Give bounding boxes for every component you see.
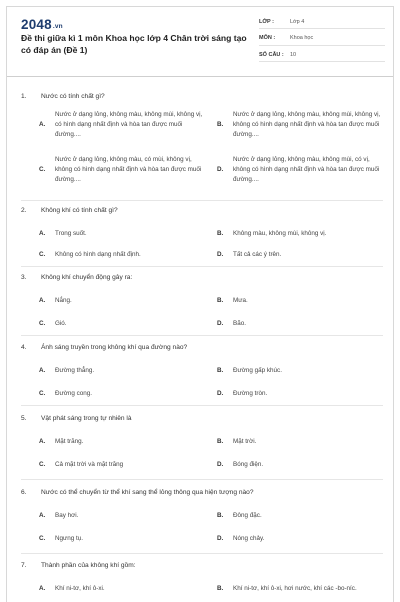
meta-key: LỚP : (259, 18, 274, 25)
question-stem (21, 562, 136, 569)
option-text: Nóng chảy. (233, 535, 265, 542)
question-number: 7. (21, 562, 27, 569)
question-divider (21, 553, 383, 554)
question-number: 2. (21, 207, 27, 214)
question-divider (21, 335, 383, 336)
option-letter: D. (217, 461, 224, 468)
question-text: Nước có thể chuyển từ thể khí sang thể lỏng thông qua hiện tượng nào? (41, 489, 254, 496)
option-d[interactable] (217, 460, 387, 470)
option-letter: C. (39, 461, 46, 468)
option-d[interactable] (217, 250, 387, 260)
option-c[interactable] (39, 155, 209, 184)
option-b[interactable] (217, 437, 387, 447)
question-stem (21, 344, 187, 351)
option-a[interactable] (39, 296, 209, 306)
option-letter: C. (39, 251, 46, 258)
option-text: Mặt trăng. (55, 438, 84, 445)
question-divider (21, 405, 383, 406)
option-text: Khí ni-tơ, khí ô-xi, hơi nước, khí các -bo-níc. (233, 585, 357, 592)
question-divider (21, 479, 383, 480)
option-c[interactable] (39, 389, 209, 399)
meta-key: SỐ CÂU : (259, 51, 284, 58)
option-c[interactable] (39, 319, 209, 329)
option-letter: A. (39, 297, 46, 304)
option-letter: C. (39, 320, 46, 327)
option-text: Nước ở dạng lỏng, không màu, không mùi, không vị, không có hình dạng nhất định và hòa tan được muối đường.... (233, 111, 381, 138)
option-letter: C. (39, 165, 46, 173)
option-c[interactable] (39, 250, 209, 260)
meta-row-subject (259, 32, 385, 46)
option-text: Đông đặc. (233, 512, 262, 519)
option-letter: B. (217, 438, 224, 445)
option-text: Bóng điện. (233, 461, 264, 468)
meta-value: Lớp 4 (290, 18, 305, 25)
option-text: Nắng. (55, 297, 72, 304)
option-text: Không có hình dạng nhất định. (55, 251, 141, 258)
option-text: Nước ở dạng lỏng, không màu, có mùi, không vị, không có hình dạng nhất định và hòa tan được muối đường.... (55, 156, 202, 183)
question-number: 3. (21, 274, 27, 281)
meta-row-count (259, 48, 385, 62)
question-stem (21, 489, 254, 496)
option-letter: B. (217, 585, 224, 592)
question-text: Ánh sáng truyền trong không khí qua đường nào? (41, 344, 188, 351)
option-d[interactable] (217, 319, 387, 329)
option-b[interactable] (217, 511, 387, 521)
question-number: 5. (21, 415, 27, 422)
question-text: Không khí có tính chất gì? (41, 207, 118, 214)
option-text: Mặt trời. (233, 438, 257, 445)
option-letter: A. (39, 230, 46, 237)
meta-key: MÔN : (259, 35, 276, 41)
question-number: 4. (21, 344, 27, 351)
option-text: Cả mặt trời và mặt trăng (55, 461, 124, 468)
site-logo[interactable] (21, 17, 63, 32)
option-letter: A. (39, 438, 46, 445)
option-d[interactable] (217, 389, 387, 399)
option-a[interactable] (39, 511, 209, 521)
option-a[interactable] (39, 229, 209, 239)
option-a[interactable] (39, 584, 209, 594)
option-a[interactable] (39, 437, 209, 447)
option-b[interactable] (217, 296, 387, 306)
option-letter: B. (217, 367, 224, 374)
option-letter: A. (39, 367, 46, 374)
option-letter: A. (39, 585, 46, 592)
option-text: Đường thẳng. (55, 367, 95, 374)
option-text: Đường tròn. (233, 390, 268, 397)
option-letter: D. (217, 251, 224, 258)
question-stem (21, 207, 118, 214)
option-text: Đường cong. (55, 390, 93, 397)
question-divider (21, 266, 383, 267)
option-text: Khí ni-tơ, khí ô-xi. (55, 585, 105, 592)
question-stem (21, 415, 132, 422)
quiz-document (6, 6, 394, 602)
option-text: Đường gấp khúc. (233, 367, 282, 374)
option-letter: D. (217, 535, 224, 542)
meta-value: Khoa học (290, 35, 314, 41)
question-number: 1. (21, 93, 27, 100)
logo-main: 2048 (21, 17, 52, 32)
meta-row-grade (259, 15, 385, 29)
option-text: Bão. (233, 320, 246, 327)
question-stem (21, 274, 132, 281)
option-letter: C. (39, 390, 46, 397)
option-b[interactable] (217, 584, 393, 594)
option-text: Nước ở dạng lỏng, không màu, không mùi, không vị, có hình dạng nhất định và hòa tan được muối đường.... (55, 111, 203, 138)
question-text: Nước có tính chất gì? (41, 93, 105, 100)
option-c[interactable] (39, 534, 209, 544)
option-b[interactable] (217, 229, 387, 239)
question-divider (21, 200, 383, 201)
meta-value: 10 (290, 51, 297, 58)
option-d[interactable] (217, 534, 387, 544)
option-b[interactable] (217, 110, 387, 139)
option-letter: B. (217, 230, 224, 237)
option-text: Không màu, không mùi, không vị. (233, 230, 327, 237)
option-letter: B. (217, 512, 224, 519)
option-letter: B. (217, 297, 224, 304)
logo-suffix: .vn (52, 23, 63, 30)
document-meta (259, 15, 385, 65)
option-letter: B. (217, 120, 224, 128)
option-text: Trong suốt. (55, 230, 87, 237)
option-letter: A. (39, 512, 46, 519)
document-header (7, 7, 393, 77)
option-c[interactable] (39, 460, 209, 470)
question-number: 6. (21, 489, 27, 496)
option-a[interactable] (39, 110, 209, 139)
option-text: Nước ở dạng lỏng, không màu, không mùi, có vị, không có hình dạng nhất định và hòa tan được muối đường.... (233, 156, 380, 183)
option-letter: D. (217, 320, 224, 327)
option-letter: D. (217, 390, 224, 397)
option-letter: C. (39, 535, 46, 542)
question-text: Vật phát sáng trong tự nhiên là (41, 415, 132, 422)
option-b[interactable] (217, 366, 387, 376)
option-letter: A. (39, 120, 46, 128)
option-text: Ngưng tụ. (55, 535, 84, 542)
option-d[interactable] (217, 155, 387, 184)
page-title: Đề thi giữa kì 1 môn Khoa học lớp 4 Chân trời sáng tạo có đáp án (Đề 1) (21, 33, 247, 55)
question-stem (21, 93, 105, 100)
option-letter: D. (217, 165, 224, 173)
option-text: Gió. (55, 320, 67, 327)
option-a[interactable] (39, 366, 209, 376)
question-text: Thành phần của không khí gồm: (41, 562, 136, 569)
question-text: Không khí chuyển động gây ra: (41, 274, 133, 281)
option-text: Mưa. (233, 297, 248, 304)
option-text: Tất cả các ý trên. (233, 251, 282, 258)
option-text: Bay hơi. (55, 512, 79, 519)
